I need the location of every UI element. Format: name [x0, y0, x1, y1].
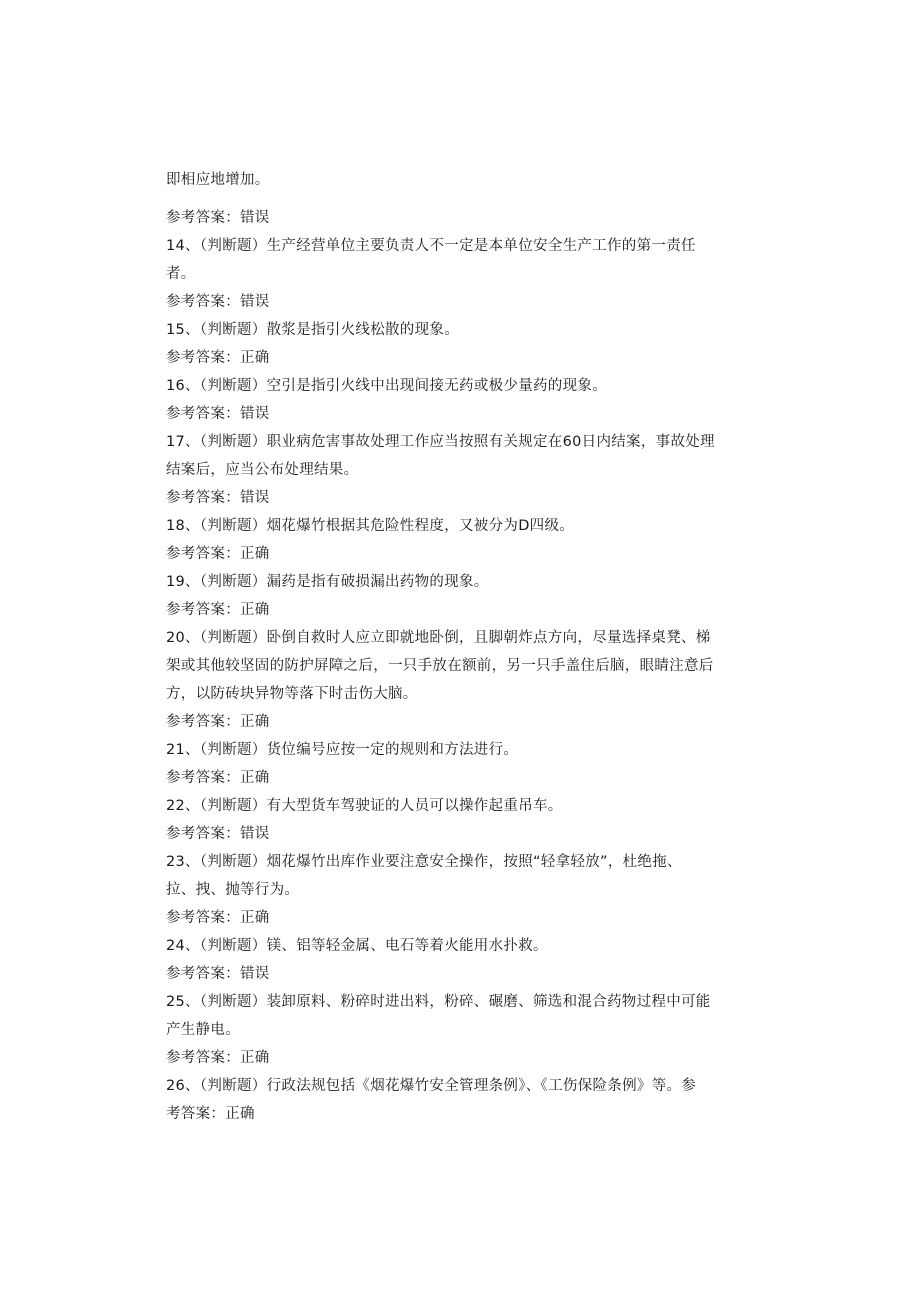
- answer-line: 考答案：正确: [166, 1106, 255, 1122]
- question-line: 者。: [166, 266, 196, 282]
- answer-line: 参考答案：正确: [166, 602, 270, 618]
- answer-line: 参考答案：正确: [166, 350, 270, 366]
- question-line: 26、（判断题）行政法规包括《烟花爆竹安全管理条例》、《工伤保险条例》等。参: [166, 1078, 697, 1094]
- question-line: 20、（判断题）卧倒自救时人应立即就地卧倒，且脚朝炸点方向，尽量选择桌凳、梯: [166, 630, 711, 646]
- answer-line: 参考答案：错误: [166, 966, 270, 982]
- answer-line: 参考答案：正确: [166, 714, 270, 730]
- question-line: 架或其他较坚固的防护屏障之后，一只手放在额前，另一只手盖住后脑，眼睛注意后: [166, 658, 714, 674]
- answer-line: 参考答案：正确: [166, 1050, 270, 1066]
- question-line: 17、（判断题）职业病危害事故处理工作应当按照有关规定在60日内结案，事故处理: [166, 434, 715, 450]
- answer-line: 参考答案：正确: [166, 910, 270, 926]
- question-line: 16、（判断题）空引是指引火线中出现间接无药或极少量药的现象。: [166, 378, 607, 394]
- question-line: 19、（判断题）漏药是指有破损漏出药物的现象。: [166, 574, 489, 590]
- question-line: 方，以防砖块异物等落下时击伤大脑。: [166, 686, 418, 702]
- answer-line: 参考答案：错误: [166, 406, 270, 422]
- answer-line: 参考答案：错误: [166, 210, 270, 226]
- text-line: 即相应地增加。: [166, 172, 270, 188]
- question-line: 22、（判断题）有大型货车驾驶证的人员可以操作起重吊车。: [166, 798, 563, 814]
- paragraph-gap: [166, 194, 766, 204]
- answer-line: 参考答案：正确: [166, 546, 270, 562]
- question-line: 拉、拽、抛等行为。: [166, 882, 300, 898]
- answer-line: 参考答案：正确: [166, 770, 270, 786]
- question-line: 15、（判断题）散浆是指引火线松散的现象。: [166, 322, 459, 338]
- question-line: 18、（判断题）烟花爆竹根据其危险性程度，又被分为D四级。: [166, 518, 575, 534]
- document-page: [166, 166, 766, 1128]
- question-line: 14、（判断题）生产经营单位主要负责人不一定是本单位安全生产工作的第一责任: [166, 238, 696, 254]
- question-line: 24、（判断题）镁、铝等轻金属、电石等着火能用水扑救。: [166, 938, 548, 954]
- question-line: 23、（判断题）烟花爆竹出库作业要注意安全操作，按照“轻拿轻放”，杜绝拖、: [166, 854, 682, 870]
- question-line: 21、（判断题）货位编号应按一定的规则和方法进行。: [166, 742, 519, 758]
- answer-line: 参考答案：错误: [166, 294, 270, 310]
- question-line: 25、（判断题）装卸原料、粉碎时进出料，粉碎、碾磨、筛选和混合药物过程中可能: [166, 994, 711, 1010]
- question-line: 产生静电。: [166, 1022, 240, 1038]
- answer-line: 参考答案：错误: [166, 826, 270, 842]
- answer-line: 参考答案：错误: [166, 490, 270, 506]
- question-line: 结案后，应当公布处理结果。: [166, 462, 359, 478]
